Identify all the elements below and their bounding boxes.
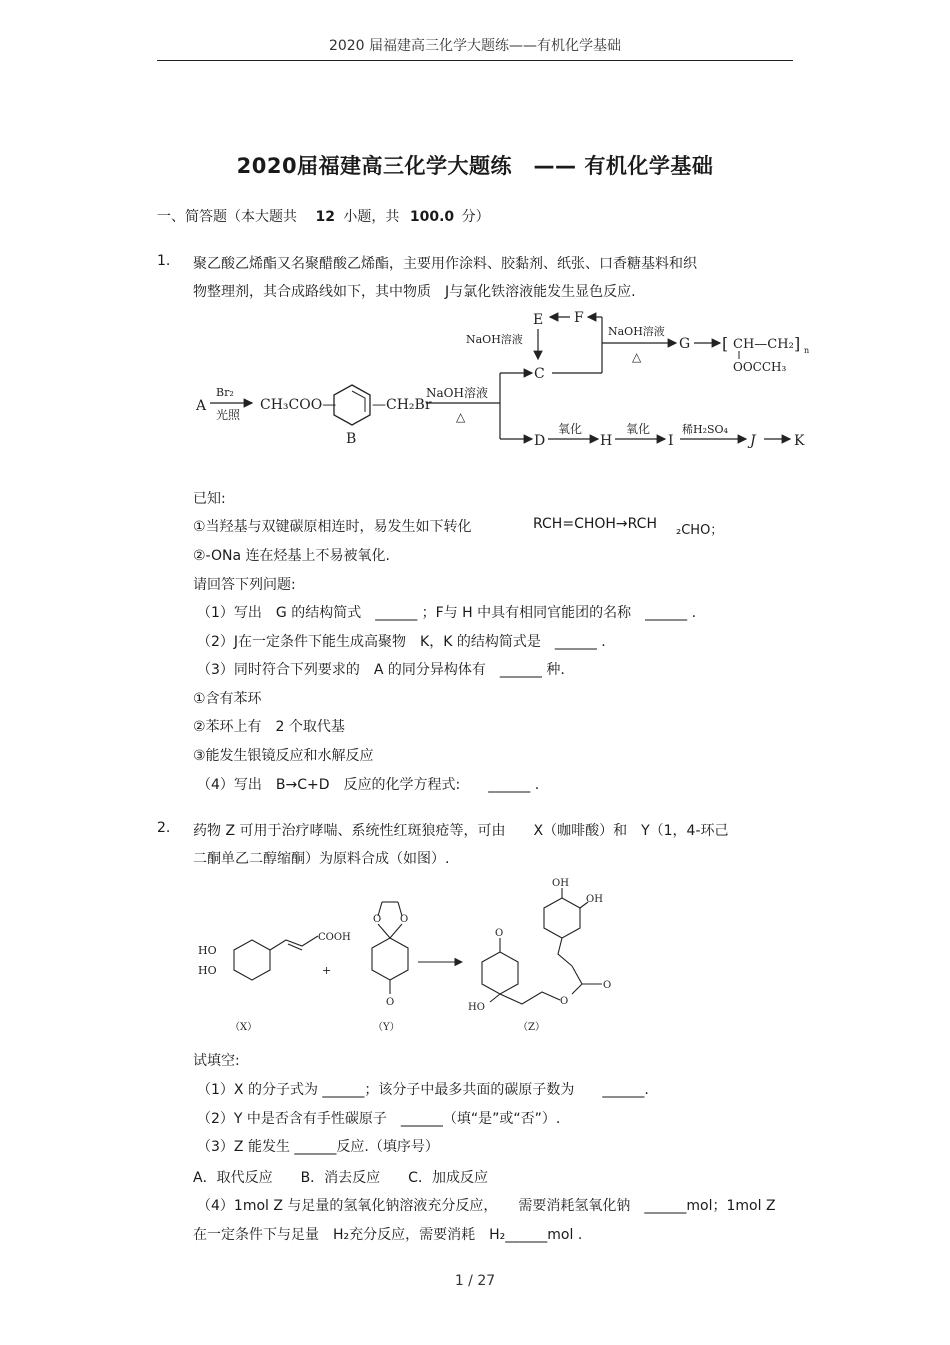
scheme-oxid-2: 氧化 [626, 422, 651, 436]
z-oh-2: OH [586, 894, 603, 905]
x-benzene-ring [234, 940, 270, 980]
page-number: 1 / 27 [454, 1273, 496, 1289]
y-cyclohexane-ring [372, 938, 408, 980]
doc-title: 2020届福建高三化学大题练 —— 有机化学基础 [236, 154, 714, 178]
z-cyclohexane-ring [482, 952, 518, 994]
svg-text:[: [ [722, 334, 729, 353]
scheme-C: C [534, 366, 545, 382]
x-cooh: COOH [318, 932, 351, 943]
q1-known2: ②-ONa 连在烃基上不易被氧化. [193, 548, 390, 564]
header-rule [157, 60, 793, 61]
section-score: 100.0 [409, 209, 455, 225]
scheme-delta-1: △ [456, 410, 466, 424]
poly-n: n [804, 346, 810, 355]
scheme-B: B [346, 431, 357, 447]
q1-line2: 物整理剂，其合成路线如下，其中物质 J与氯化铁溶液能发生显色反应. [193, 284, 636, 300]
scheme-acid: 稀H₂SO₄ [682, 423, 728, 436]
scheme-H: H [600, 433, 613, 449]
x-ho-1: HO [198, 944, 217, 957]
plus-sign: + [322, 964, 332, 977]
scheme-I: I [668, 433, 674, 449]
q2-number: 2. [157, 820, 171, 836]
scheme-naoh-2: NaOH溶液 [466, 333, 523, 346]
section-suffix: 分） [461, 209, 490, 225]
q1-part4: （4）写出 B→C+D 反应的化学方程式: ______ . [197, 777, 540, 793]
scheme-E: E [533, 312, 544, 328]
section-prefix: 一、简答题（本大题共 [157, 209, 297, 225]
q2-line1: 药物 Z 可用于治疗哮喘、系统性红斑狼疮等，可由 X（咖啡酸）和 Y（1，4-环己 [193, 823, 729, 839]
q1-cond3: ③能发生银镜反应和水解反应 [193, 748, 374, 764]
y-o-1: O [373, 914, 382, 925]
scheme-naoh-1: NaOH溶液 [426, 386, 488, 400]
q2-part4-line1: （4）1mol Z 与足量的氢氧化钠溶液充分反应， 需要消耗氢氧化钠 ______mol；1mol Z [197, 1198, 776, 1214]
label-X: （X） [230, 1022, 258, 1033]
label-Z: （Z） [518, 1022, 545, 1033]
label-Y: （Y） [373, 1022, 400, 1033]
q1-known-title: 已知: [193, 491, 226, 507]
q2-reaction-scheme [190, 872, 630, 1042]
scheme-G: G [679, 336, 691, 352]
q2-part2: （2）Y 中是否含有手性碳原子 ______（填“是”或“否”）. [197, 1111, 561, 1127]
q1-part3: （3）同时符合下列要求的 A 的同分异构体有 ______ 种. [197, 662, 565, 678]
x-ho-2: HO [198, 964, 217, 977]
q2-fill-title: 试填空: [193, 1053, 240, 1069]
page-header: 2020 届福建高三化学大题练——有机化学基础 [328, 38, 622, 54]
q1-part1: （1）写出 G 的结构简式 ______ ；F与 H 中具有相同官能团的名称 ______ . [197, 605, 697, 621]
q2-options: A．取代反应 B．消去反应 C．加成反应 [193, 1170, 488, 1186]
poly-backbone: CH—CH₂ [733, 337, 794, 352]
scheme-F: F [574, 310, 584, 326]
z-ho: HO [468, 1002, 485, 1013]
q1-ask: 请回答下列问题: [193, 577, 296, 593]
section-count: 12 [315, 209, 335, 225]
z-benzene-ring [544, 898, 580, 938]
y-o-2: O [400, 914, 409, 925]
section-heading [157, 206, 490, 226]
y-o-3: O [386, 997, 395, 1008]
poly-sidechain: OOCCH₃ [733, 360, 787, 374]
q1-number: 1. [157, 253, 171, 269]
q1-known1-formula: RCH=CHOH→RCH [533, 516, 657, 532]
scheme-A: A [196, 398, 207, 414]
q1-cond1: ①含有苯环 [193, 691, 262, 707]
q1-cond2: ②苯环上有 2 个取代基 [193, 719, 345, 735]
scheme-light: 光照 [216, 408, 241, 422]
scheme-naoh-3: NaOH溶液 [608, 325, 665, 338]
scheme-br2: Br₂ [216, 386, 234, 399]
svg-text:]: ] [794, 334, 801, 353]
section-mid: 小题，共 [343, 209, 400, 225]
q1-line1: 聚乙酸乙烯酯又名聚醋酸乙烯酯，主要用作涂料、胶黏剂、纸张、口香糖基料和织 [193, 256, 697, 272]
q1-known1-text: ①当羟基与双键碳原相连时，易发生如下转化 [193, 519, 472, 535]
q2-part1: （1）X 的分子式为 ______；该分子中最多共面的碳原子数为 ______. [197, 1082, 649, 1098]
scheme-K: K [794, 433, 805, 449]
q1-known1-product: ₂CHO； [676, 523, 724, 538]
q1-synthesis-scheme [190, 305, 820, 455]
z-oh-1: OH [552, 878, 569, 889]
scheme-delta-2: △ [632, 350, 642, 364]
q2-part4-line2: 在一定条件下与足量 H₂充分反应，需要消耗 H₂______mol . [193, 1227, 583, 1243]
scheme-D: D [534, 433, 546, 449]
scheme-ch2br: —CH₂Br [372, 397, 432, 413]
z-o-carbonyl: O [603, 980, 612, 991]
scheme-J: J [750, 433, 756, 449]
q2-line2: 二酮单乙二醇缩酮）为原料合成（如图）. [193, 851, 450, 867]
scheme-oxid-1: 氧化 [558, 422, 583, 436]
q2-part3: （3）Z 能发生 ______反应.（填序号） [197, 1139, 439, 1155]
z-o-ester: O [560, 996, 569, 1007]
q1-part2: （2）J在一定条件下能生成高聚物 K，K 的结构简式是 ______ . [197, 634, 606, 650]
scheme-ester: CH₃COO— [260, 397, 337, 413]
z-o-ketone: O [495, 928, 504, 939]
